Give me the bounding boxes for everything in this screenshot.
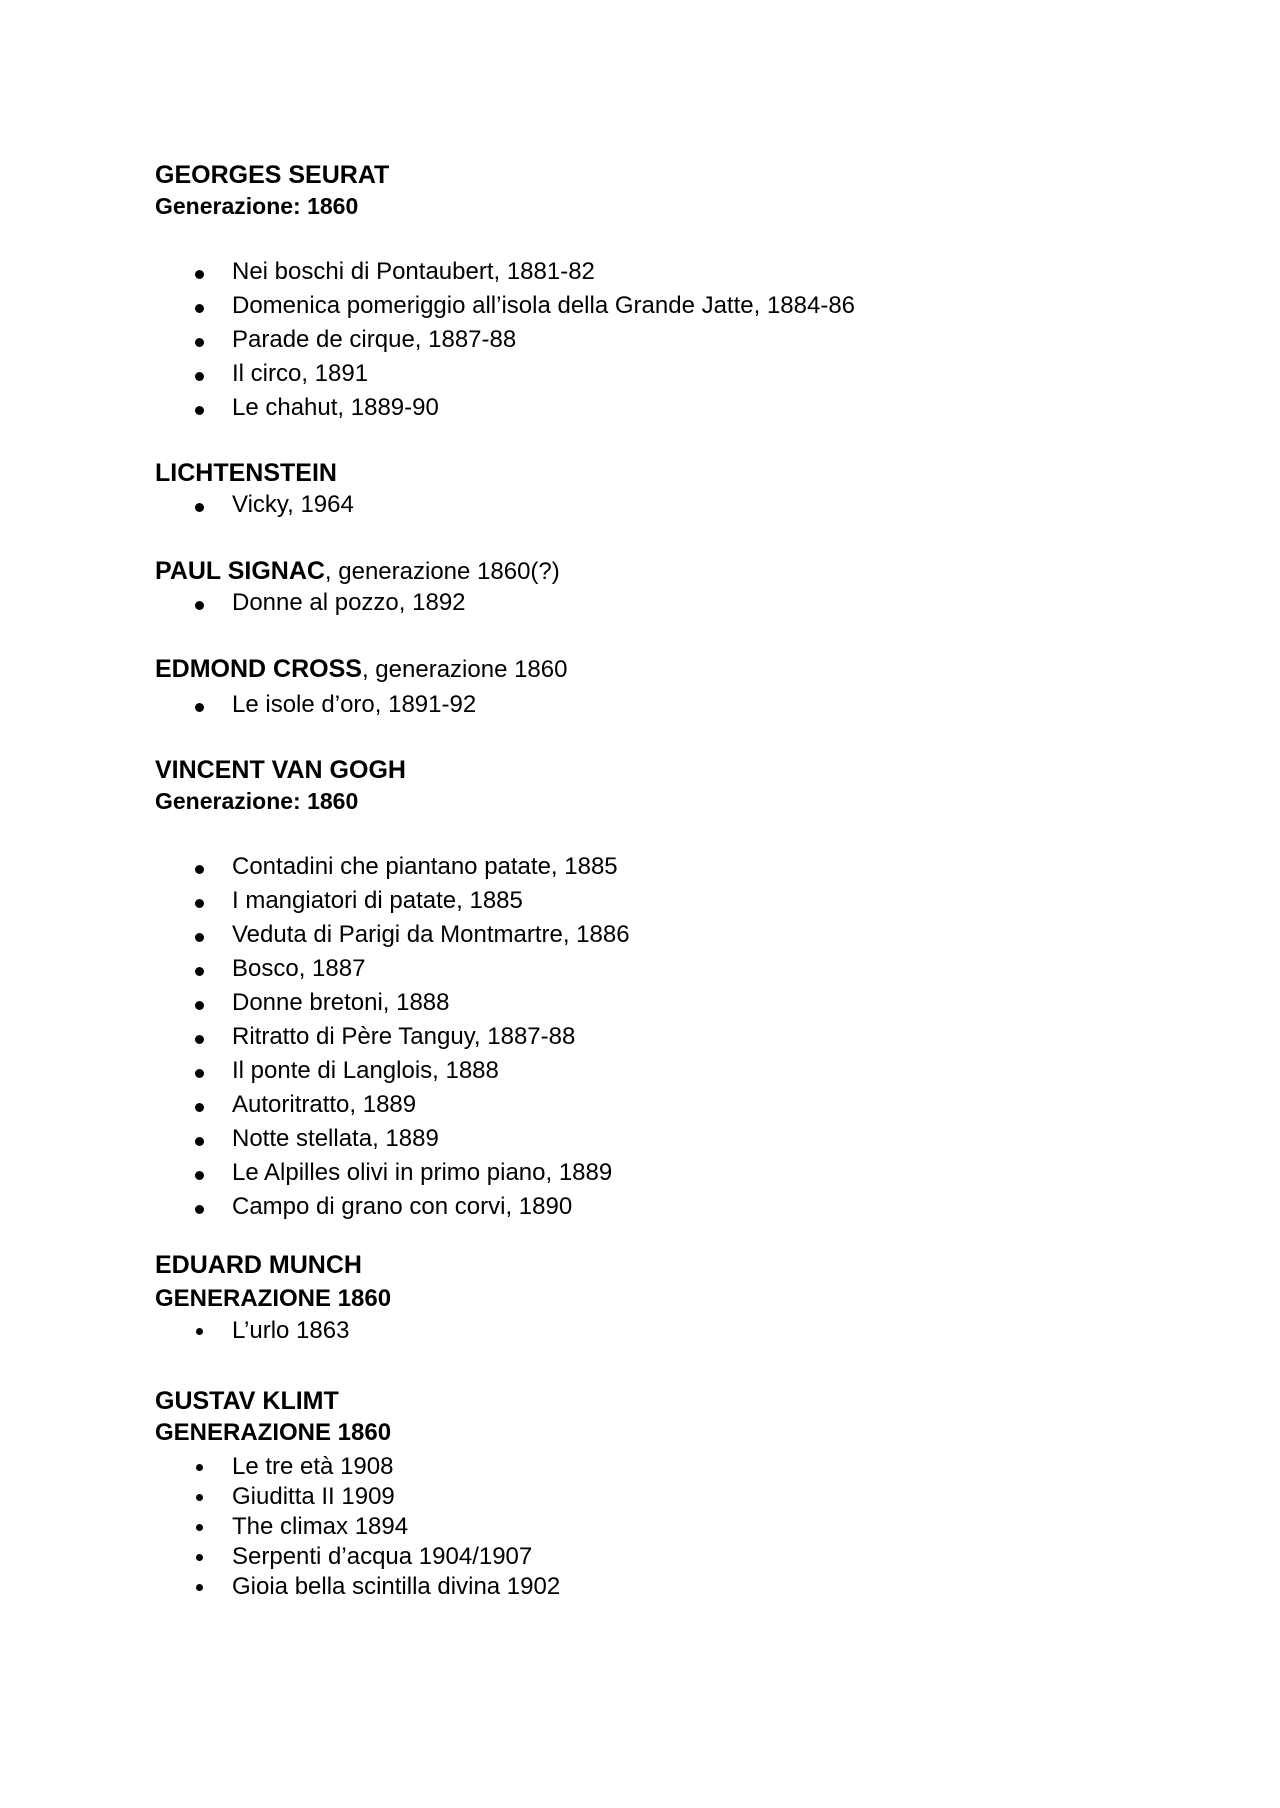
bullet-icon: [196, 1554, 203, 1561]
document-page: GEORGES SEURAT Generazione: 1860 Nei boschi di Pontaubert, 1881-82 Domenica pomeriggio all’isola della Grande Jatte, 1884-86 Parade de cirque, 1887-88 Il circo, 1891 Le chahut, 1889-90 LICHTENSTEIN Vicky, 1964 PAUL SIGNAC, generazione 1860(?) Donne al pozzo, 1892 EDMOND CROSS, generazione 1860 Le isole d’oro, 1891-92 VINCENT VAN GOGH Generazione: 1860 Contadini che piantano patate, 1885 I mangiatori di patate, 1885 Veduta di Parigi da Montmartre, 1886 Bosco, 1887 Donne bretoni, 1888 Ritratto di Père Tanguy, 1887-88 Il ponte di Langlois, 1888 Autoritratto, 1889 Notte stellata, 1889 Le Alpilles olivi in primo piano, 1889 Campo di grano con corvi, 1890 EDUARD MUNCH GENERAZIONE 1860 L’urlo 1863 GUSTAV KLIMT GENERAZIONE 1860 Le tre età 1908 Giuditta II 1909 The climax 1894 Serpenti d’acqua 1904/1907 Gioia bella scintilla divina 1902: [155, 161, 856, 1600]
artist-heading-lichtenstein: LICHTENSTEIN: [155, 459, 337, 487]
bullet-icon: [195, 967, 204, 976]
artist-heading-munch: EDUARD MUNCH: [155, 1251, 362, 1279]
bullet-icon: [195, 703, 204, 712]
bullet-icon: [195, 372, 204, 381]
bullet-icon: [195, 1001, 204, 1010]
bullet-icon: [195, 933, 204, 942]
bullet-icon: [195, 270, 204, 279]
artist-heading-seurat: GEORGES SEURAT: [155, 161, 390, 189]
bullet-icon: [195, 601, 204, 610]
generation-klimt: GENERAZIONE 1860: [155, 1419, 392, 1446]
artist-heading-van-gogh: VINCENT VAN GOGH: [155, 756, 406, 784]
bullet-icon: [195, 1069, 204, 1078]
bullet-icon: [195, 304, 204, 313]
bullet-icon: [195, 1103, 204, 1112]
bullet-icon: [196, 1328, 203, 1335]
bullet-icon: [195, 338, 204, 347]
bullet-icon: [195, 899, 204, 908]
bullet-icon: [195, 1205, 204, 1214]
artist-heading-signac: PAUL SIGNAC, generazione 1860(?): [155, 557, 560, 585]
bullet-icon: [195, 1171, 204, 1180]
bullet-icon: [195, 865, 204, 874]
bullet-icon: [195, 406, 204, 415]
bullet-icon: [196, 1494, 203, 1501]
bullet-icon: [195, 1035, 204, 1044]
bullet-icon: [196, 1464, 203, 1471]
generation-munch: GENERAZIONE 1860: [155, 1285, 392, 1312]
artist-heading-klimt: GUSTAV KLIMT: [155, 1387, 339, 1415]
bullet-icon: [196, 1524, 203, 1531]
bullet-icon: [196, 1584, 203, 1591]
bullet-icon: [195, 1137, 204, 1146]
artist-heading-cross: EDMOND CROSS, generazione 1860: [155, 655, 568, 683]
generation-seurat: Generazione: 1860: [155, 193, 359, 219]
bullet-icon: [195, 503, 204, 512]
generation-van-gogh: Generazione: 1860: [155, 788, 359, 814]
